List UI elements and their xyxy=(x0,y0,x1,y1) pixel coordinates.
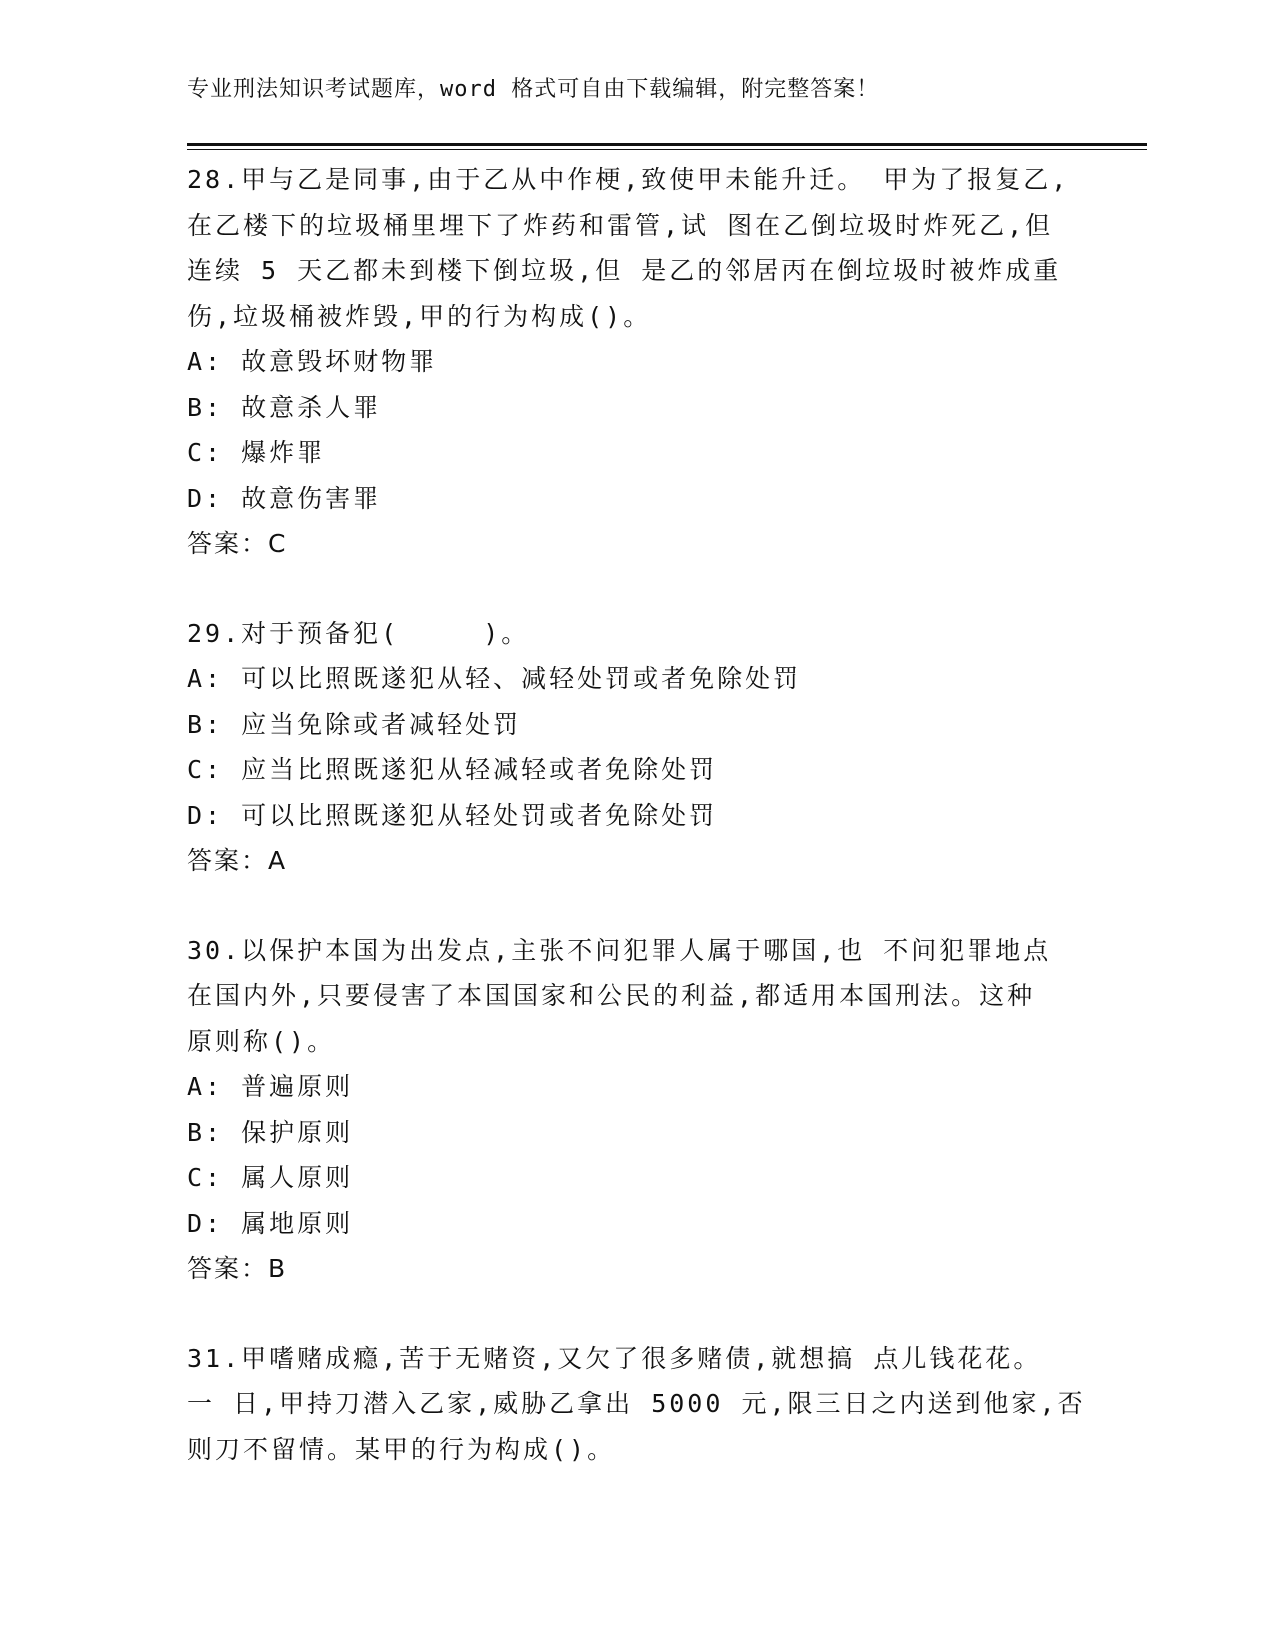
option-b: B: 保护原则 xyxy=(187,1117,354,1147)
header-rule-thin xyxy=(187,149,1147,150)
question-30 xyxy=(187,928,1087,1292)
header-rule-thick xyxy=(187,143,1147,146)
question-stem-line: 一 日,甲持刀潜入乙家,威胁乙拿出 5000 元,限三日之内送到他家,否 xyxy=(187,1389,1086,1418)
question-stem-line: 原则称()。 xyxy=(187,1026,336,1056)
option-b: B: 故意杀人罪 xyxy=(187,392,382,422)
question-stem-line: 29.对于预备犯( )。 xyxy=(187,618,530,648)
question-stem-line: 30.以保护本国为出发点,主张不问犯罪人属于哪国,也 不问犯罪地点 xyxy=(187,935,1052,965)
answer-line: 答案：A xyxy=(187,846,288,875)
answer-line: 答案：C xyxy=(187,529,288,558)
question-stem-line: 31.甲嗜赌成瘾,苦于无赌资,又欠了很多赌债,就想搞 点儿钱花花。 xyxy=(187,1343,1042,1373)
question-stem-line: 则刀不留情。某甲的行为构成()。 xyxy=(187,1434,616,1464)
option-c: C: 爆炸罪 xyxy=(187,438,326,467)
question-31 xyxy=(187,1336,1087,1473)
question-stem-line: 伤,垃圾桶被炸毁,甲的行为构成()。 xyxy=(187,301,652,331)
option-d: D: 可以比照既遂犯从轻处罚或者免除处罚 xyxy=(187,800,718,830)
question-29 xyxy=(187,611,1087,884)
option-a: A: 故意毁坏财物罪 xyxy=(187,347,438,376)
page-header: 专业刑法知识考试题库，word 格式可自由下载编辑，附完整答案！ xyxy=(187,77,880,102)
option-d: D: 属地原则 xyxy=(187,1208,354,1238)
option-d: D: 故意伤害罪 xyxy=(187,483,382,513)
question-stem-line: 在乙楼下的垃圾桶里埋下了炸药和雷管,试 图在乙倒垃圾时炸死乙,但 xyxy=(187,210,1054,240)
option-c: C: 属人原则 xyxy=(187,1163,354,1192)
question-list xyxy=(187,157,1087,1516)
option-a: A: 普遍原则 xyxy=(187,1072,354,1101)
option-a: A: 可以比照既遂犯从轻、减轻处罚或者免除处罚 xyxy=(187,664,802,693)
question-28 xyxy=(187,157,1087,567)
question-stem-line: 在国内外,只要侵害了本国国家和公民的利益,都适用本国刑法。这种 xyxy=(187,981,1036,1010)
question-stem-line: 连续 5 天乙都未到楼下倒垃圾,但 是乙的邻居丙在倒垃圾时被炸成重 xyxy=(187,256,1062,285)
option-b: B: 应当免除或者减轻处罚 xyxy=(187,709,522,739)
option-c: C: 应当比照既遂犯从轻减轻或者免除处罚 xyxy=(187,755,718,784)
question-stem-line: 28.甲与乙是同事,由于乙从中作梗,致使甲未能升迁。 甲为了报复乙, xyxy=(187,165,1070,194)
answer-line: 答案：B xyxy=(187,1254,288,1283)
